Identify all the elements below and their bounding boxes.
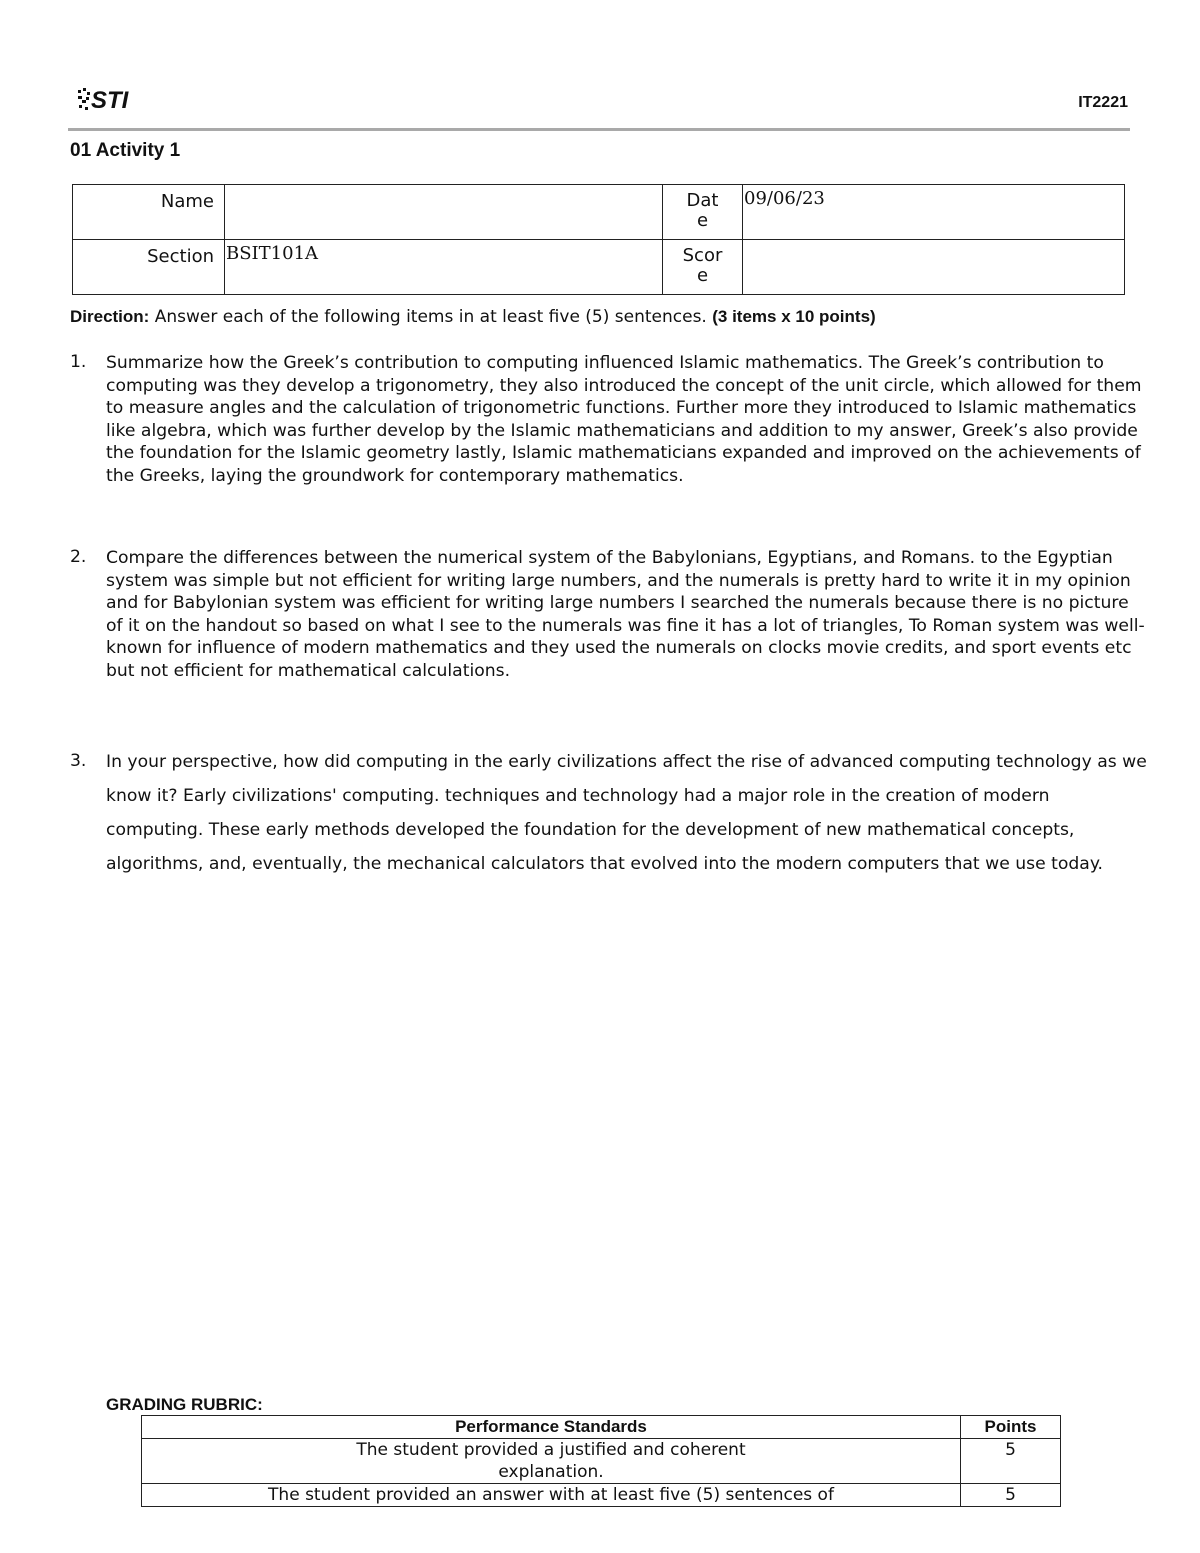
student-info-table (72, 184, 1125, 295)
direction-text (70, 307, 876, 327)
direction-body: Answer each of the following items in at least five (5) sentences. (149, 307, 713, 327)
rubric-header-standards: Performance Standards (142, 1416, 961, 1439)
name-field[interactable] (225, 185, 663, 240)
question-answer: Summarize how the Greek’s contribution to computing influenced Islamic mathematics. The Greek’s contribution to computing was they develop a trigonometry, they also introduced the concept of the unit circle, which allowed for them to measure angles and the calculation of trigonometric functions. Further more they introduced to Islamic mathematics like algebra, which was further develop by the Islamic mathematicians and addition to my answer, Greek’s also provide the foundation for the Islamic geometry lastly, Islamic mathematicians expanded and improved on the achievements of the Greeks, laying the groundwork for contemporary mathematics. (106, 353, 1142, 486)
name-label: Name (73, 185, 225, 240)
table-row (142, 1439, 1061, 1484)
date-label-text: Date (686, 190, 719, 231)
section-field[interactable]: BSIT101A (225, 240, 663, 295)
rubric-points: 5 (961, 1484, 1061, 1507)
question-answer: Compare the differences between the numerical system of the Babylonians, Egyptians, and Romans. to the Egyptian system was simple but not efficient for writing large numbers, and the numerals is pretty hard to write it in my opinion and for Babylonian system was efficient for writing large numbers I searched the numerals because there is no picture of it on the handout so based on what I see to the numerals was fine it has a lot of triangles, To Roman system was well-known for influence of modern mathematics and they used the numerals on clocks movie credits, and sport events etc but not efficient for mathematical calculations. (106, 548, 1145, 681)
course-code: IT2221 (1078, 94, 1128, 111)
rubric-standard: The student provided an answer with at least five (5) sentences of (142, 1484, 961, 1507)
date-field[interactable]: 09/06/23 (743, 185, 1125, 240)
question-number: 2. (70, 547, 87, 567)
logo-text: STI (91, 87, 129, 112)
header-divider (68, 128, 1130, 131)
question-1 (70, 352, 1150, 488)
section-label: Section (73, 240, 225, 295)
direction-points: (3 items x 10 points) (712, 307, 876, 326)
grading-rubric-table (141, 1415, 1061, 1507)
question-answer: In your perspective, how did computing in the early civilizations affect the rise of advanced computing technology as we know it? Early civilizations' computing. techniques and technology had a major role in the creation of modern computing. These early methods developed the foundation for the development of new mathematical concepts, algorithms, and, eventually, the mechanical calculators that evolved into the modern computers that we use today. (106, 752, 1147, 874)
page-title: 01 Activity 1 (70, 140, 181, 161)
direction-label: Direction: (70, 307, 150, 326)
sti-logo (78, 86, 138, 112)
question-2 (70, 547, 1150, 683)
date-label (663, 185, 743, 240)
score-label-text: Score (682, 245, 723, 286)
rubric-standard-text: The student provided a justified and coherent explanation. (356, 1440, 746, 1482)
rubric-standard (142, 1439, 961, 1484)
rubric-points: 5 (961, 1439, 1061, 1484)
rubric-title: GRADING RUBRIC: (106, 1395, 263, 1414)
rubric-header-points: Points (961, 1416, 1061, 1439)
question-3 (70, 745, 1150, 881)
question-number: 1. (70, 352, 87, 372)
score-field[interactable] (743, 240, 1125, 295)
table-row (142, 1484, 1061, 1507)
question-number: 3. (70, 751, 87, 771)
score-label (663, 240, 743, 295)
